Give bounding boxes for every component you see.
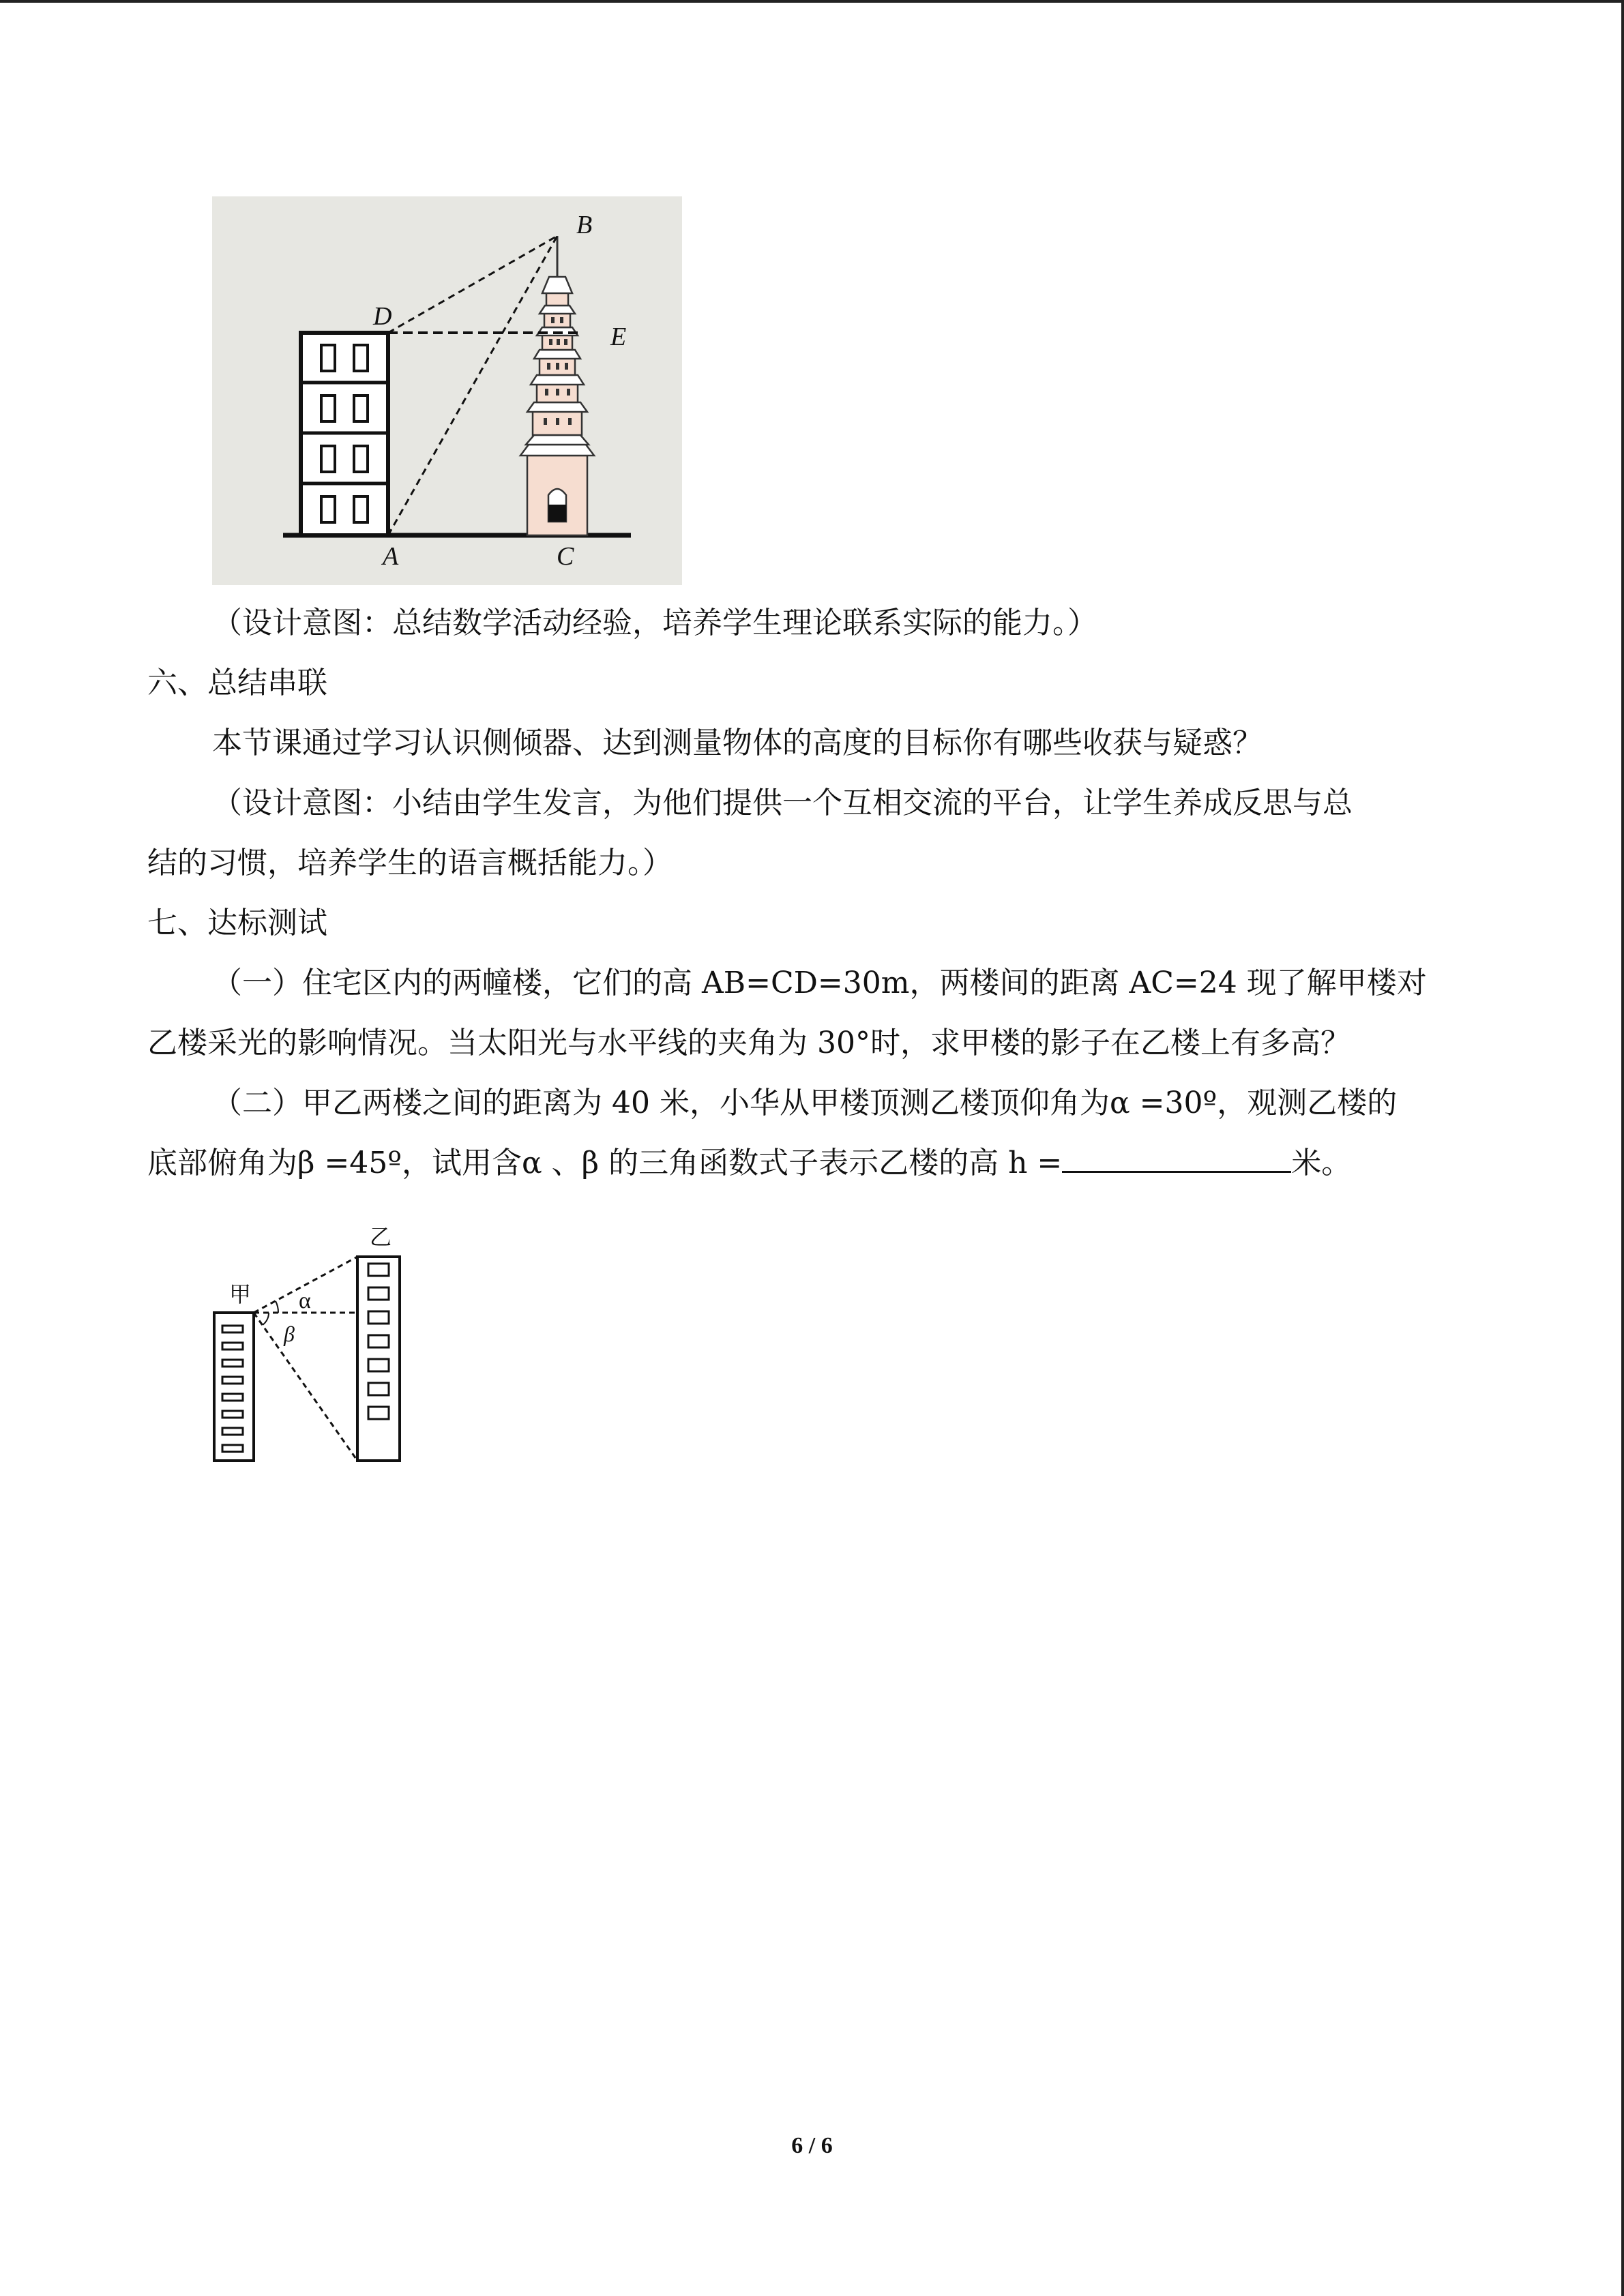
question1-line2: 乙楼采光的影响情况。当太阳光与水平线的夹角为 30°时，求甲楼的影子在乙楼上有多高？ [147, 1026, 1350, 1060]
label-B: B [576, 211, 593, 239]
arc-alpha [276, 1301, 278, 1313]
question2-line2 [147, 1133, 1471, 1193]
label-beta: β [284, 1322, 295, 1346]
label-jia: 甲 [229, 1282, 252, 1307]
section6-heading: 六、总结串联 [147, 666, 327, 700]
figure-building-pagoda [212, 196, 682, 585]
figure-background [212, 196, 682, 585]
building-jia [214, 1313, 254, 1461]
design-intent-2-line1: （设计意图：小结由学生发言，为他们提供一个互相交流的平台，让学生养成反思与总 [212, 786, 1353, 820]
arc-beta [263, 1313, 269, 1325]
label-E: E [610, 323, 627, 351]
page-number: 6 / 6 [791, 2133, 833, 2158]
label-C: C [557, 542, 574, 571]
building [301, 333, 388, 535]
label-yi: 乙 [370, 1225, 392, 1249]
section6-body: 本节课通过学习认识侧倾器、达到测量物体的高度的目标你有哪些收获与疑惑？ [212, 726, 1263, 760]
question2-line2-text: 底部俯角为β =45º，试用含α 、β 的三角函数式子表示乙楼的高 h = [147, 1146, 1063, 1180]
question1-line1: （一）住宅区内的两幢楼，它们的高 AB=CD=30m，两楼间的距离 AC=24 现了解甲楼对 [212, 966, 1427, 1000]
label-alpha: α [299, 1288, 311, 1313]
page-border-right [1621, 0, 1624, 2296]
label-A: A [383, 542, 399, 571]
design-intent-1: （设计意图：总结数学活动经验，培养学生理论联系实际的能力。） [212, 606, 1097, 640]
figure-two-buildings [207, 1210, 412, 1470]
line-depression [254, 1313, 357, 1461]
design-intent-2-line2: 结的习惯，培养学生的语言概括能力。） [147, 846, 673, 880]
page-border-top [0, 0, 1624, 3]
label-D: D [373, 302, 392, 331]
answer-blank [1062, 1144, 1291, 1173]
question2-unit: 米。 [1291, 1146, 1352, 1180]
section7-heading: 七、达标测试 [147, 906, 327, 940]
question2-line1: （二）甲乙两楼之间的距离为 40 米，小华从甲楼顶测乙楼顶仰角为α =30º，观测乙楼的 [212, 1086, 1398, 1120]
